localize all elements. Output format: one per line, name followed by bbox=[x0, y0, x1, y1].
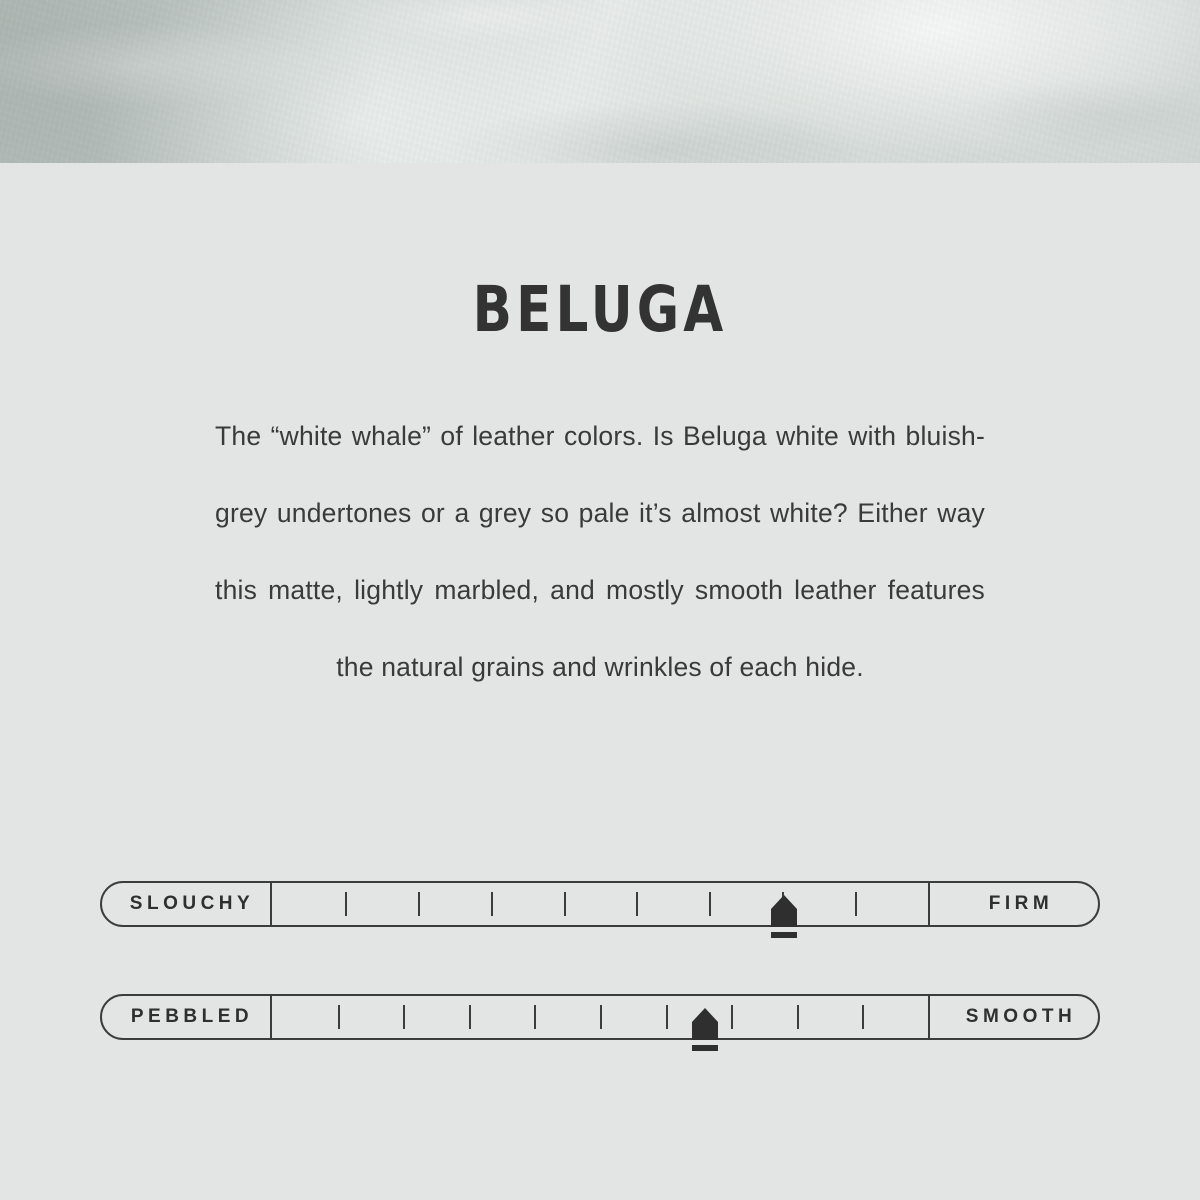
slider-tick bbox=[666, 1005, 668, 1029]
slider-tick bbox=[564, 892, 566, 916]
slider-tick bbox=[491, 892, 493, 916]
slider-tick bbox=[418, 892, 420, 916]
slider-tick bbox=[797, 1005, 799, 1029]
slider-handle-firmness[interactable] bbox=[767, 887, 801, 943]
slider-tick bbox=[469, 1005, 471, 1029]
slider-handle-texture[interactable] bbox=[688, 1000, 722, 1056]
slider-tick bbox=[534, 1005, 536, 1029]
photo-shadow-layer bbox=[0, 0, 1200, 163]
slider-tick bbox=[862, 1005, 864, 1029]
card-content bbox=[0, 163, 1200, 1200]
slider-tick bbox=[636, 892, 638, 916]
leather-swatch-photo bbox=[0, 0, 1200, 163]
slider-tick bbox=[855, 892, 857, 916]
slider-left-label-firmness: SLOUCHY bbox=[100, 881, 272, 927]
slider-texture[interactable] bbox=[100, 994, 1100, 1040]
description-text: The “white whale” of leather colors. Is Beluga white with bluish-grey undertones or a grey so pale it’s almost white? Either way this matte, lightly marbled, and mostly smooth leather features the natural grains and wrinkles of each hide. bbox=[215, 421, 985, 682]
slider-tick bbox=[709, 892, 711, 916]
slider-firmness[interactable] bbox=[100, 881, 1100, 927]
slider-tick bbox=[600, 1005, 602, 1029]
slider-tick bbox=[731, 1005, 733, 1029]
slider-right-label-texture: SMOOTH bbox=[928, 994, 1100, 1040]
slider-ticks-texture bbox=[272, 994, 928, 1040]
slider-ticks-firmness bbox=[272, 881, 928, 927]
slider-tick bbox=[345, 892, 347, 916]
attribute-sliders bbox=[0, 881, 1200, 1107]
slider-tick bbox=[403, 1005, 405, 1029]
slider-tick bbox=[338, 1005, 340, 1029]
page-title: BELUGA bbox=[472, 273, 728, 346]
slider-right-label-firmness: FIRM bbox=[928, 881, 1100, 927]
slider-left-label-texture: PEBBLED bbox=[100, 994, 272, 1040]
